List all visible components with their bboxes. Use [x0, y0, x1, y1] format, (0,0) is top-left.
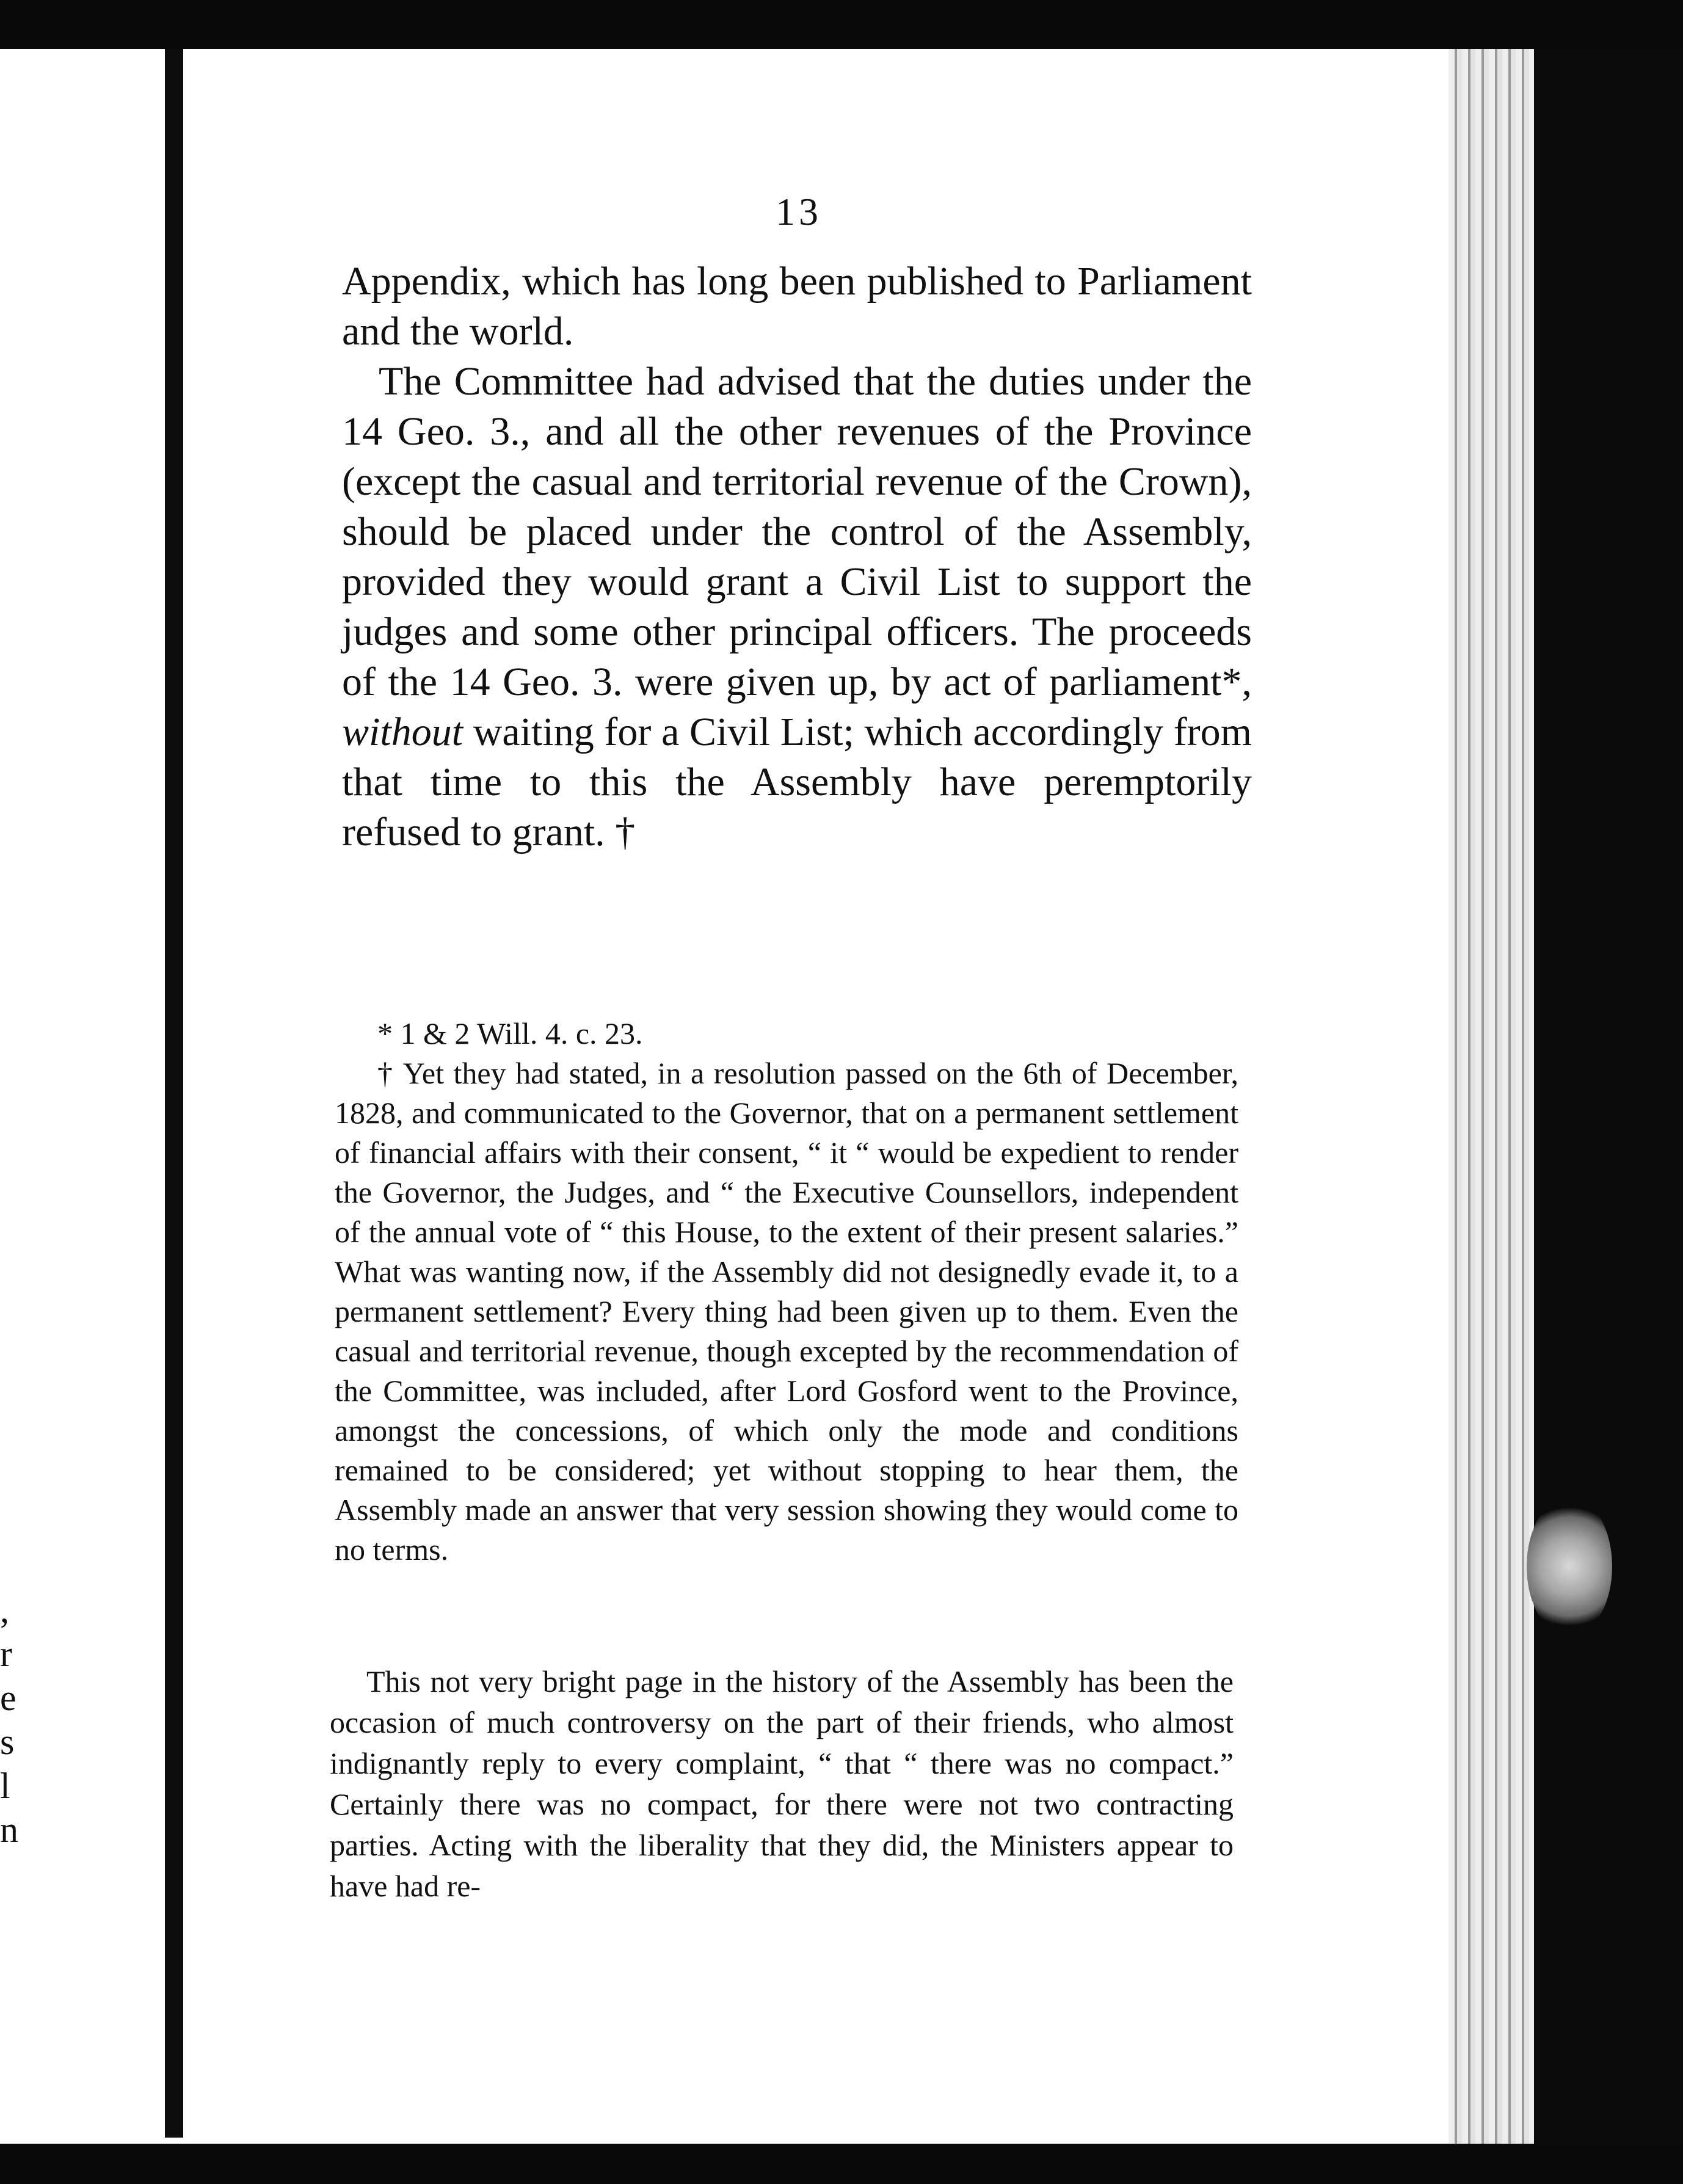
italic-word: without	[342, 710, 463, 754]
scan-right-border	[1534, 49, 1683, 2144]
paragraph-text: waiting for a Civil List; which accordingly from that time to this the Assembly have peremptorily refused to grant. †	[342, 710, 1252, 854]
facing-page-fragments	[0, 1588, 37, 1852]
footnote-continuation	[330, 1661, 1234, 1907]
paragraph-text: The Committee had advised that the duties under the 14 Geo. 3., and all the other revenues of the Province (except the casual and territorial revenue of the Crown), should be placed under the control of the Assembly, provided they would grant a Civil List to support the judges and some other principal officers. The proceeds of the 14 Geo. 3. were given up, by act of parliament*,	[342, 359, 1252, 704]
facing-page-edge	[0, 49, 165, 2144]
page-stack-edge	[1449, 49, 1534, 2144]
main-text	[342, 257, 1252, 857]
fragment: ,	[0, 1590, 9, 1630]
fragment: e	[0, 1678, 16, 1718]
fragment: s	[0, 1722, 15, 1762]
page-number: 13	[776, 190, 822, 233]
paragraph: This not very bright page in the history of the Assembly has been the occasion of much controversy on the part of their friends, who almost indignantly reply to every complaint, “ that “ there was no compact.” Certainly there was no compact, for there were not two contracting parties. Acting with the liberality that they did, the Ministers appear to have had re-	[330, 1664, 1234, 1903]
footnote: † Yet they had stated, in a resolution passed on the 6th of December, 1828, and communicated to the Governor, that on a permanent settlement of financial affairs with their consent, “ it “ would be expedient to render the Governor, the Judges, and “ the Executive Counsellors, independent of the annual vote of “ this House, to the extent of their present salaries.” What was wanting now, if the Assembly did not designedly evade it, to a permanent settlement? Every thing had been given up to them. Even the casual and territorial revenue, though excepted by the recommendation of the Committee, was included, after Lord Gosford went to the Province, amongst the concessions, of which only the mode and conditions remained to be considered; yet without stopping to hear them, the Assembly made an answer that very session showing they would come to no terms.	[335, 1056, 1238, 1567]
paragraph	[342, 357, 1252, 857]
gutter-shadow	[165, 49, 183, 2138]
footnote: * 1 & 2 Will. 4. c. 23.	[377, 1016, 643, 1050]
wax-seal-stain	[1527, 1496, 1612, 1637]
footnotes	[335, 1014, 1238, 1570]
fragment: r	[0, 1634, 12, 1674]
scan-top-border	[0, 0, 1683, 49]
scan-bottom-border	[0, 2144, 1683, 2184]
fragment: n	[0, 1810, 18, 1850]
fragment: l	[0, 1766, 10, 1806]
paragraph: Appendix, which has long been published to Parliament and the world.	[342, 259, 1252, 354]
